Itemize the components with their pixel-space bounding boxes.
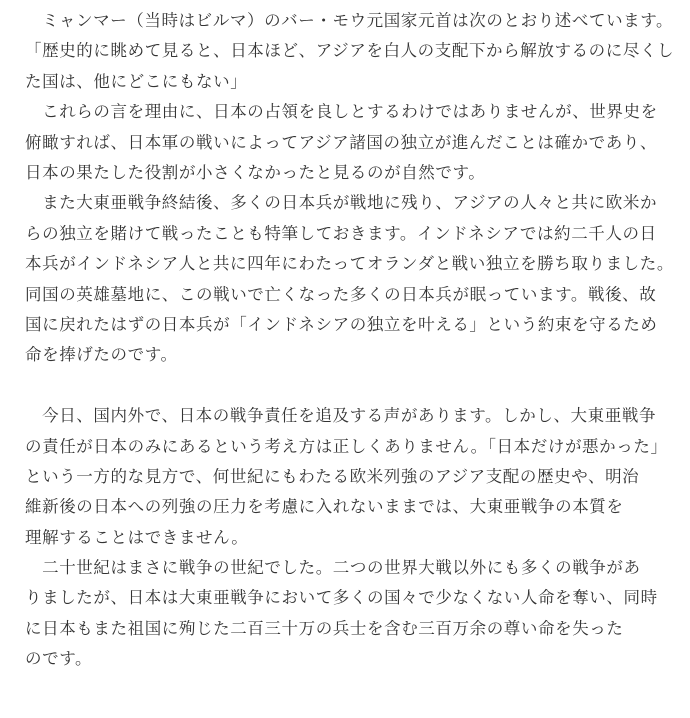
paragraph-gap <box>25 371 684 401</box>
text-line: 維新後の日本への列強の圧力を考慮に入れないままでは、大東亜戦争の本質を <box>25 497 624 517</box>
text-line: 俯瞰すれば、日本軍の戦いによってアジア諸国の独立が進んだことは確かであり、 <box>25 132 658 152</box>
text-line: という一方的な見方で、何世紀にもわたる欧米列強のアジア支配の歴史や、明治 <box>25 466 640 486</box>
text-line: に日本もまた祖国に殉じた二百三十万の兵士を含む三百万余の尊い命を失った <box>25 618 624 638</box>
text-line: これらの言を理由に、日本の占領を良しとするわけではありませんが、世界史を <box>25 102 658 122</box>
text-line: 日本の果たした役割が小さくなかったと見るのが自然です。 <box>25 162 486 182</box>
text-line: 同国の英雄墓地に、この戦いで亡くなった多くの日本兵が眠っています。戦後、故 <box>25 284 657 304</box>
text-line: の責任が日本のみにあるという考え方は正しくありません。「日本だけが悪かった」 <box>25 436 668 456</box>
text-line: 二十世紀はまさに戦争の世紀でした。二つの世界大戦以外にも多くの戦争があ <box>25 558 641 578</box>
quote-line: 「歴史的に眺めて見ると、日本ほど、アジアを白人の支配下から解放するのに尽くした国は、他にどこにもない」 <box>25 41 675 91</box>
text-line: のです。 <box>25 649 93 669</box>
text-line: 本兵がインドネシア人と共に四年にわたってオランダと戦い独立を勝ち取りました。 <box>25 254 674 274</box>
text-line: 国に戻れたはずの日本兵が「インドネシアの独立を叶える」という約束を守るため <box>25 314 658 334</box>
text-line: また大東亜戦争終結後、多くの日本兵が戦地に残り、アジアの人々と共に欧米か <box>25 193 658 213</box>
text-line: 命を捧げたのです。 <box>25 345 178 365</box>
text-line: ミャンマー（当時はビルマ）のバー・モウ元国家元首は次のとおり述べています。 <box>25 11 674 30</box>
text-line: 理解することはできません。 <box>25 527 249 547</box>
text-line: りましたが、日本は大東亜戦争において多くの国々で少なくない人命を奪い、同時 <box>25 588 658 608</box>
text-line: らの独立を賭けて戦ったことも特筆しておきます。インドネシアでは約二千人の日 <box>25 223 657 243</box>
text-line: 今日、国内外で、日本の戦争責任を追及する声があります。しかし、大東亜戦争 <box>25 406 657 426</box>
